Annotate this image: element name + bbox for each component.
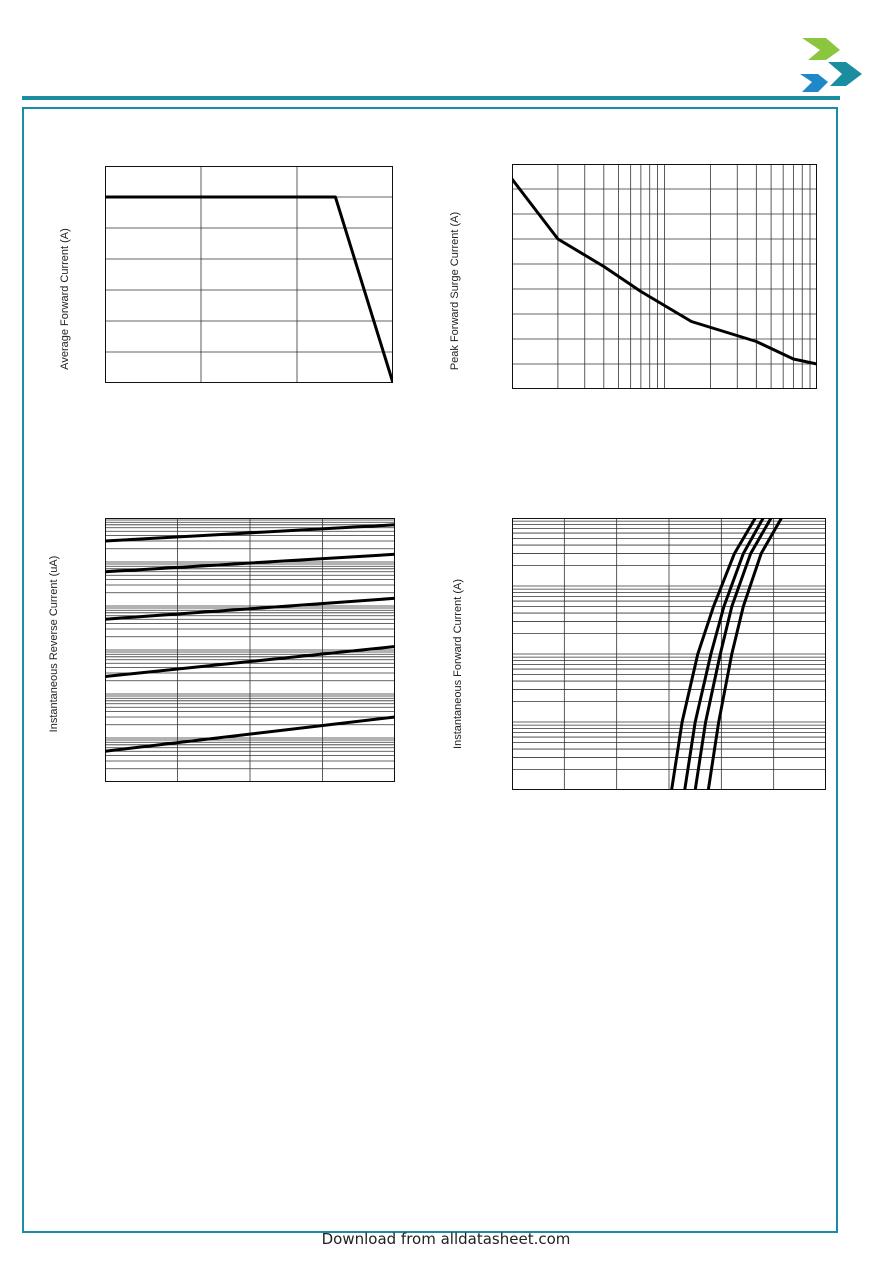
chart-instantaneous-forward-current xyxy=(512,518,826,790)
grid xyxy=(512,164,817,389)
chart-instantaneous-reverse-current xyxy=(105,518,395,782)
y-axis-label: Average Forward Current (A) xyxy=(59,228,71,370)
grid xyxy=(512,518,826,790)
footer-download-text: Download from alldatasheet.com xyxy=(321,1230,571,1248)
logo-blue-chevron-right xyxy=(828,62,862,86)
header-rule xyxy=(22,96,840,100)
plot-frame xyxy=(106,167,393,383)
logo-green-chevron xyxy=(802,38,840,60)
company-logo-icon xyxy=(798,36,864,96)
grid xyxy=(105,166,393,383)
y-axis-label: Instantaneous Reverse Current (uA) xyxy=(48,555,60,733)
logo-blue-chevron-left xyxy=(800,74,828,92)
y-axis-label: Instantaneous Forward Current (A) xyxy=(452,579,464,749)
y-axis-label: Peak Forward Surge Current (A) xyxy=(449,211,461,371)
chart-peak-forward-surge-current xyxy=(512,164,817,389)
chart-average-forward-current xyxy=(105,166,393,383)
